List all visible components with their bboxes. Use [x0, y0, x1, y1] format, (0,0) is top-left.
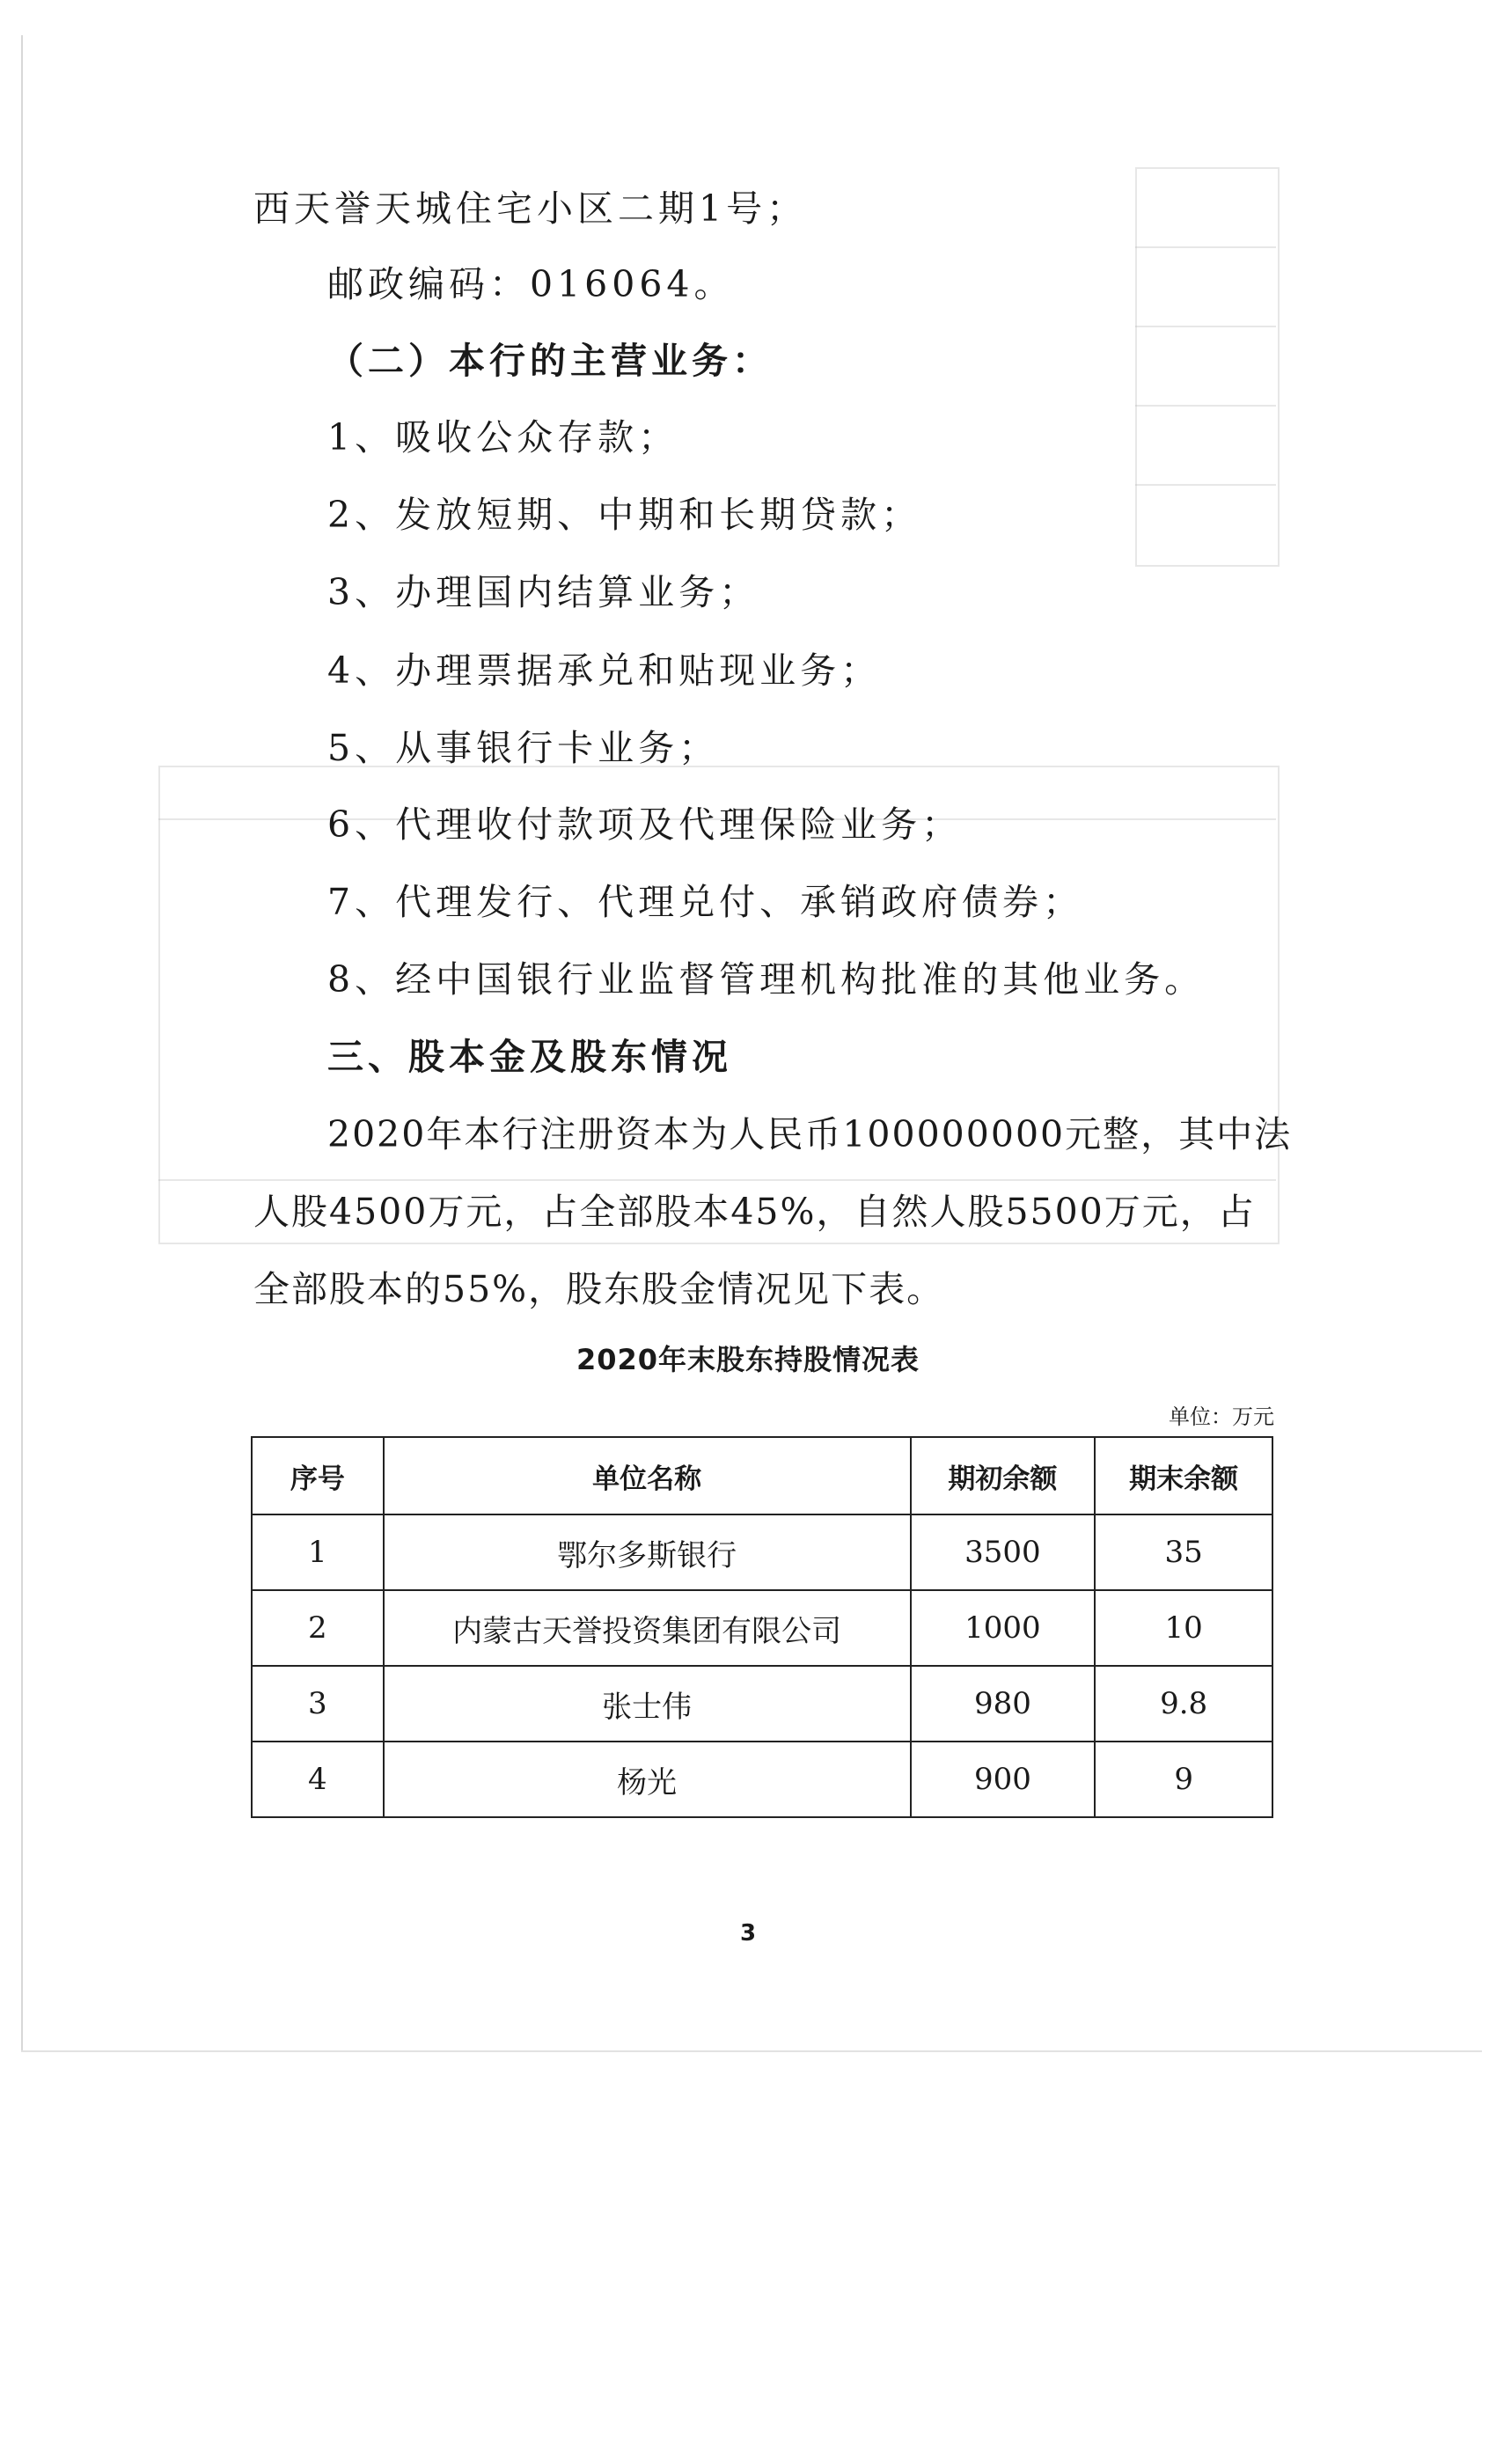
list-item: 3、办理国内结算业务；: [327, 571, 760, 613]
table-title: 2020年末股东持股情况表: [576, 1343, 920, 1376]
column-header: 期初余额: [911, 1437, 1096, 1514]
column-header: 单位名称: [384, 1437, 911, 1514]
column-header: 期末余额: [1095, 1437, 1272, 1514]
cell-holder: 杨光: [384, 1742, 911, 1817]
section-heading: 三、股本金及股东情况: [327, 1036, 732, 1078]
bleed-through-rule: [1135, 405, 1276, 407]
cell-opening: 900: [911, 1742, 1096, 1817]
list-item: 2、发放短期、中期和长期贷款；: [327, 494, 922, 536]
cell-opening: 980: [911, 1666, 1096, 1742]
table-unit: 单位：万元: [1169, 1404, 1274, 1429]
table-row: [252, 1514, 1272, 1590]
page-number: 3: [739, 1920, 757, 1947]
bleed-through-rule: [1135, 484, 1276, 486]
page-bottom-edge: [21, 2050, 1482, 2052]
column-header: 序号: [252, 1437, 384, 1514]
cell-index: 1: [252, 1514, 384, 1590]
bleed-through-rule: [1135, 246, 1276, 248]
table-row: [252, 1590, 1272, 1666]
list-item: 8、经中国银行业监督管理机构批准的其他业务。: [327, 958, 1206, 1001]
cell-closing: 9.8: [1095, 1666, 1272, 1742]
list-item: 5、从事银行卡业务；: [327, 727, 720, 769]
cell-closing: 35: [1095, 1514, 1272, 1590]
bleed-through-table: [1135, 167, 1280, 567]
cell-closing: 9: [1095, 1742, 1272, 1817]
table-row: [252, 1742, 1272, 1817]
list-item: 6、代理收付款项及代理保险业务；: [327, 803, 963, 846]
shareholder-table: [251, 1436, 1273, 1818]
bleed-through-rule: [158, 1179, 1276, 1181]
cell-opening: 1000: [911, 1590, 1096, 1666]
page-edge: [21, 35, 23, 2050]
paragraph-line: 全部股本的55%，股东股金情况见下表。: [253, 1268, 945, 1310]
list-item: 1、吸收公众存款；: [327, 416, 679, 458]
table-header-row: [252, 1437, 1272, 1514]
paragraph-line: 2020年本行注册资本为人民币100000000元整，其中法: [327, 1113, 1293, 1155]
cell-holder: 鄂尔多斯银行: [384, 1514, 911, 1590]
section-heading: （二）本行的主营业务：: [327, 340, 773, 382]
table-row: [252, 1666, 1272, 1742]
cell-holder: 张士伟: [384, 1666, 911, 1742]
paragraph-line: 人股4500万元，占全部股本45%，自然人股5500万元，占: [253, 1191, 1256, 1233]
cell-index: 2: [252, 1590, 384, 1666]
list-item: 7、代理发行、代理兑付、承销政府债券；: [327, 881, 1084, 923]
cell-holder: 内蒙古天誉投资集团有限公司: [384, 1590, 911, 1666]
bleed-through-rule: [1135, 326, 1276, 327]
cell-index: 3: [252, 1666, 384, 1742]
cell-index: 4: [252, 1742, 384, 1817]
cell-closing: 10: [1095, 1590, 1272, 1666]
list-item: 4、办理票据承兑和贴现业务；: [327, 649, 882, 692]
text-line: 邮政编码：016064。: [327, 263, 735, 305]
text-line: 西天誉天城住宅小区二期1号；: [253, 187, 808, 230]
cell-opening: 3500: [911, 1514, 1096, 1590]
